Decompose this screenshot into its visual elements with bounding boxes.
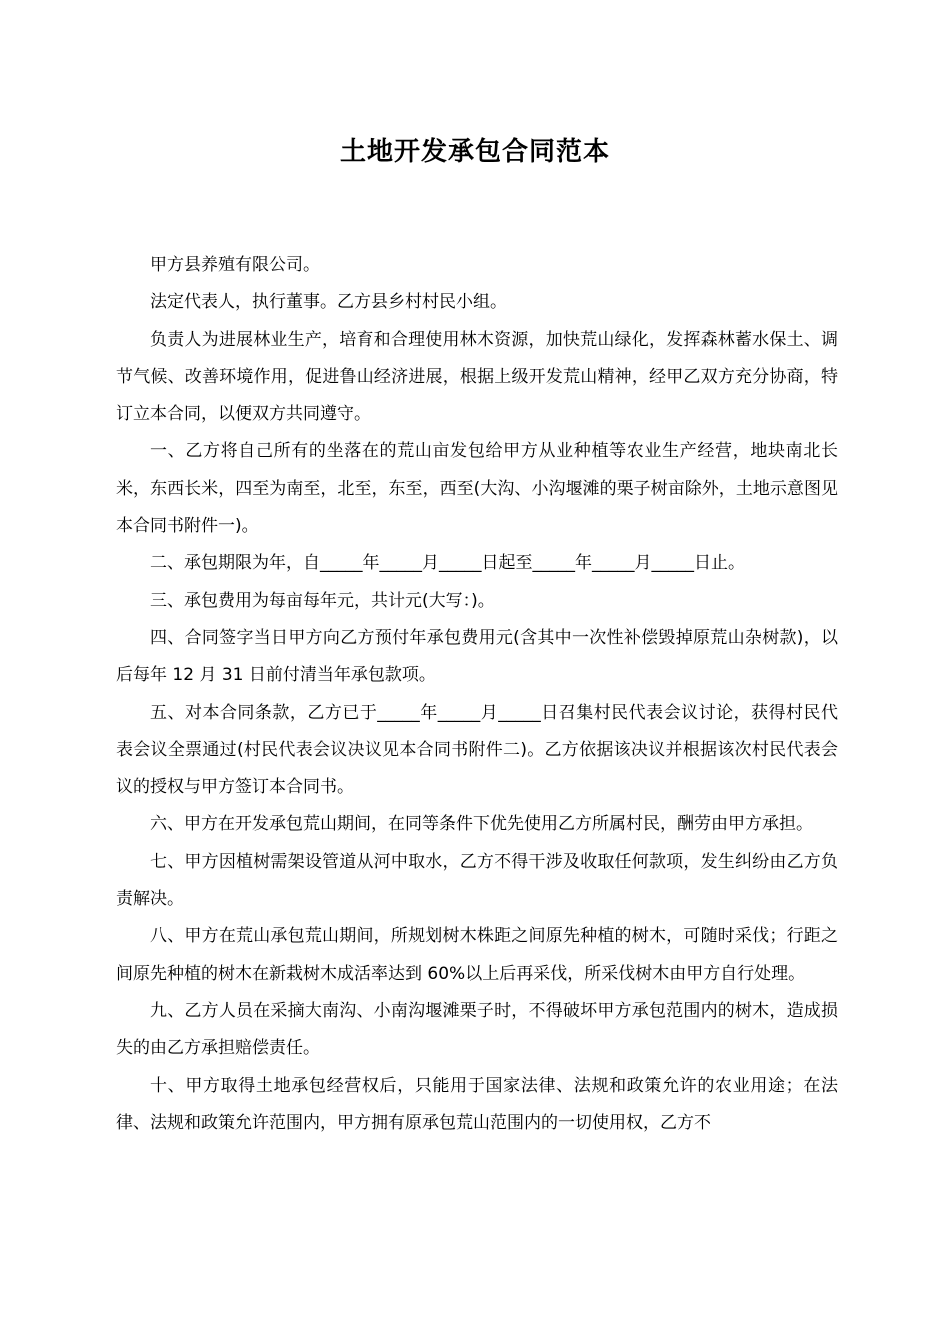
clause-6: 六、甲方在开发承包荒山期间，在同等条件下优先使用乙方所属村民，酬劳由甲方承担。 bbox=[150, 814, 813, 835]
clause-3: 三、承包费用为每亩每年元，共计元(大写：)。 bbox=[150, 590, 495, 611]
clause-1: 一、乙方将自己所有的坐落在的荒山亩发包给甲方从业种植等农业生产经营，地块南北长米，东西长米，四至为南至，北至，东至，西至(大沟、小沟堰滩的栗子树亩除外，土地示意图见本合同书附件一)。 bbox=[116, 441, 838, 537]
clause-10: 十、甲方取得土地承包经营权后，只能用于国家法律、法规和政策允许的农业用途；在法律、法规和政策允许范围内，甲方拥有原承包荒山范围内的一切使用权，乙方不 bbox=[116, 1075, 838, 1133]
clause-2: 二、承包期限为年，自_____年_____月_____日起至_____年_____月_____日止。 bbox=[150, 553, 745, 574]
clause-7: 七、甲方因植树需架设管道从河中取水，乙方不得干涉及收取任何款项，发生纠纷由乙方负责解决。 bbox=[116, 851, 838, 910]
preamble-paragraph: 负责人为进展林业生产，培育和合理使用林木资源，加快荒山绿化，发挥森林蓄水保土、调节气候、改善环境作用，促进鲁山经济进展，根据上级开发荒山精神，经甲乙双方充分协商，特订立本合同，以便双方共同遵守。 bbox=[116, 329, 838, 425]
document-title: 土地开发承包合同范本 bbox=[339, 137, 610, 167]
clause-5: 五、对本合同条款，乙方已于_____年_____月_____日召集村民代表会议讨论，获得村民代表会议全票通过(村民代表会议决议见本合同书附件二)。乙方依据该决议并根据该次村民代表会议的授权与甲方签订本合同书。 bbox=[116, 702, 838, 798]
document-body bbox=[116, 247, 838, 1142]
clause-9: 九、乙方人员在采摘大南沟、小南沟堰滩栗子时，不得破坏甲方承包范围内的树木，造成损失的由乙方承担赔偿责任。 bbox=[116, 1000, 838, 1059]
legal-representative-line: 法定代表人，执行董事。乙方县乡村村民小组。 bbox=[150, 292, 507, 313]
clause-4: 四、合同签字当日甲方向乙方预付年承包费用元(含其中一次性补偿毁掉原荒山杂树款)，以后每年 12 月 31 日前付清当年承包款项。 bbox=[116, 627, 838, 686]
party-a-line: 甲方县养殖有限公司。 bbox=[150, 255, 320, 275]
clause-8: 八、甲方在荒山承包荒山期间，所规划树木株距之间原先种植的树木，可随时采伐；行距之间原先种植的树木在新栽树木成活率达到 60%以上后再采伐，所采伐树木由甲方自行处理。 bbox=[116, 926, 838, 984]
